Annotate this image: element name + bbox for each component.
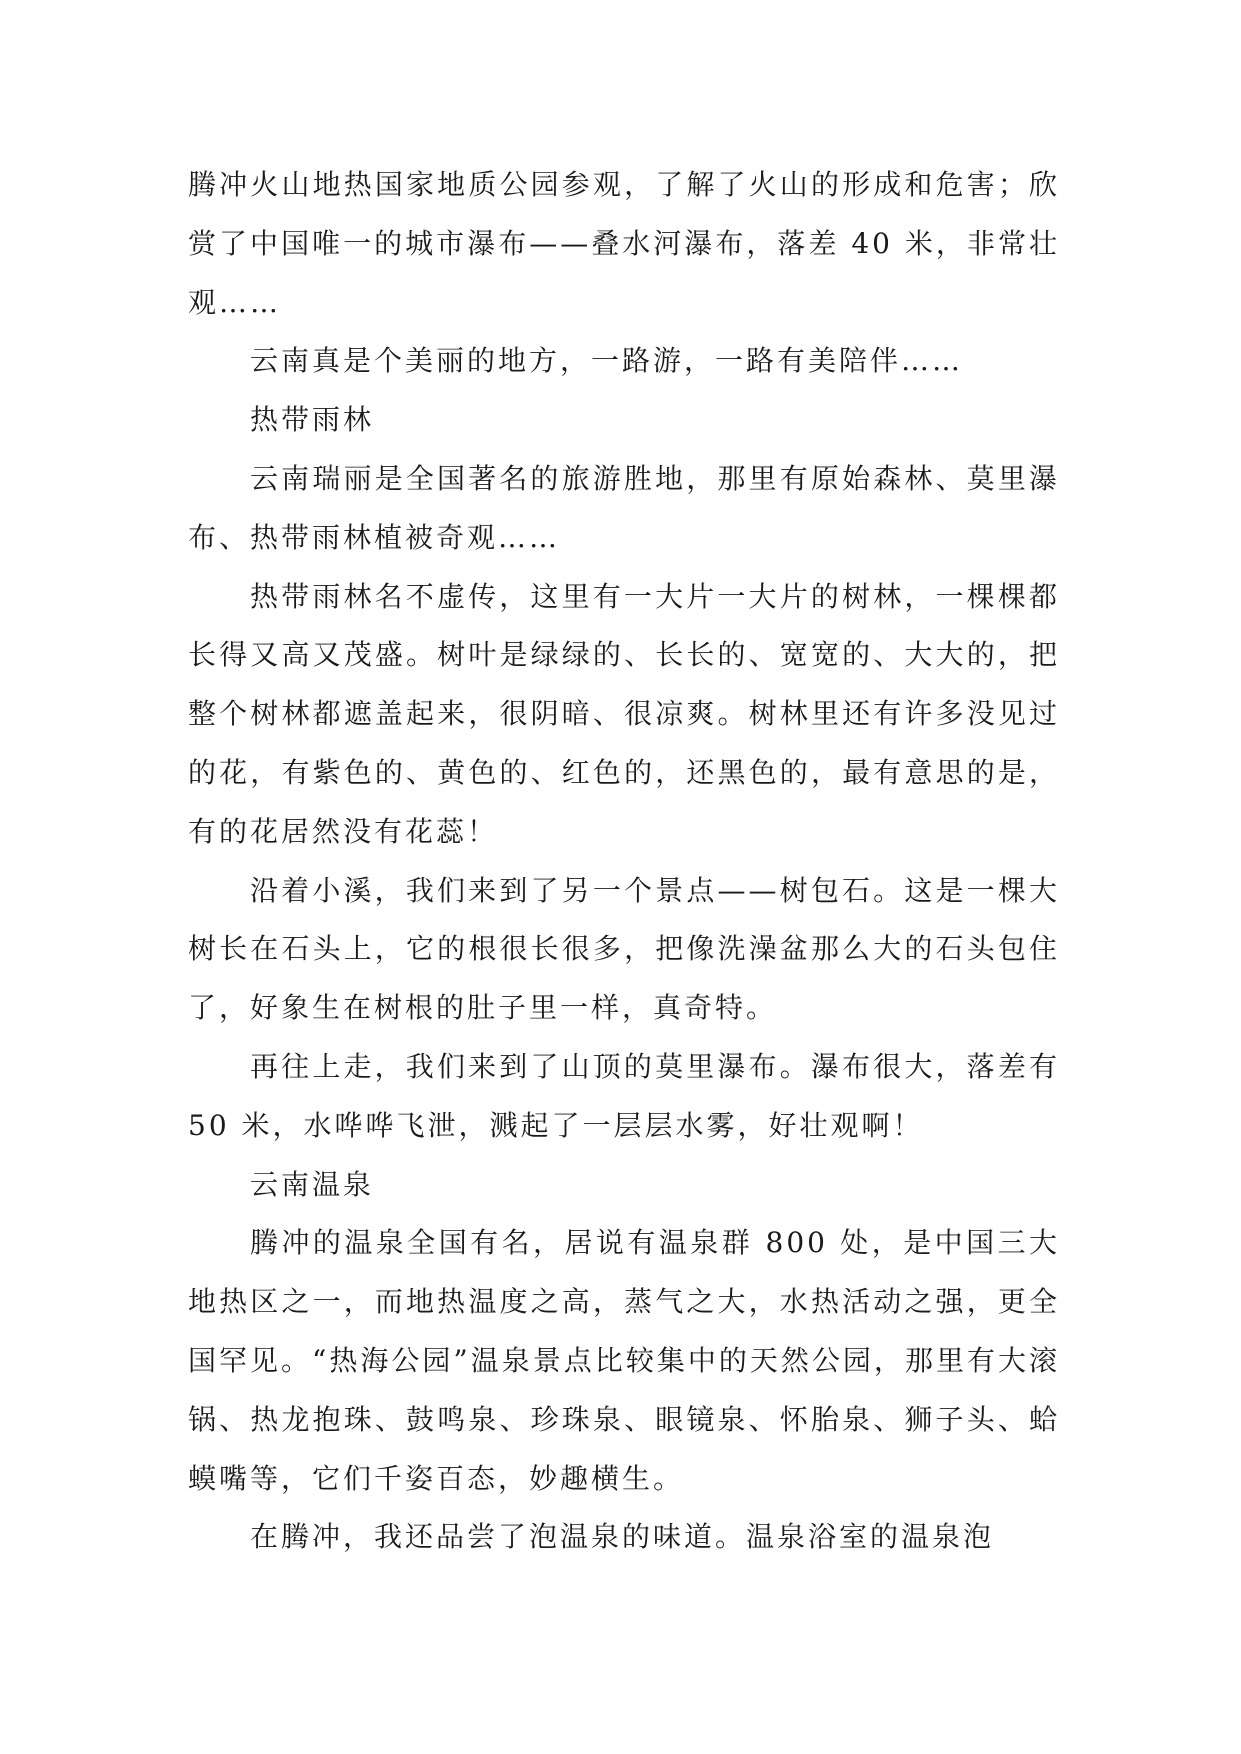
paragraph: 云南真是个美丽的地方，一路游，一路有美陪伴…… <box>250 344 964 378</box>
paragraph: 热带雨林名不虚传，这里有一大片一大片的树林，一棵棵都长得又高又茂盛。树叶是绿绿的、长长的、宽宽的、大大的，把整个树林都遮盖起来，很阴暗、很凉爽。树林里还有许多没见过的花，有紫色的、黄色的、红色的，还黑色的，最有意思的是，有的花居然没有花蕊！ <box>188 579 1060 848</box>
paragraph: 云南瑞丽是全国著名的旅游胜地，那里有原始森林、莫里瀑布、热带雨林植被奇观…… <box>188 461 1060 554</box>
paragraph: 沿着小溪，我们来到了另一个景点——树包石。这是一棵大树长在石头上，它的根很长很多，把像洗澡盆那么大的石头包住了，好象生在树根的肚子里一样，真奇特。 <box>188 873 1060 1025</box>
paragraph: 再往上走，我们来到了山顶的莫里瀑布。瀑布很大，落差有 50 米，水哗哗飞泄，溅起了一层层水雾，好壮观啊！ <box>188 1049 1060 1142</box>
paragraph: 腾冲的温泉全国有名，居说有温泉群 800 处，是中国三大地热区之一，而地热温度之高，蒸气之大，水热活动之强，更全国罕见。“热海公园”温泉景点比较集中的天然公园，那里有大滚锅、热龙抱珠、鼓鸣泉、珍珠泉、眼镜泉、怀胎泉、狮子头、蛤蟆嘴等，它们千姿百态，妙趣横生。 <box>188 1226 1060 1495</box>
paragraph: 在腾冲，我还品尝了泡温泉的味道。温泉浴室的温泉泡 <box>250 1520 995 1554</box>
body-text <box>188 156 1060 1567</box>
section-heading: 云南温泉 <box>250 1167 375 1201</box>
paragraph-continued: 腾冲火山地热国家地质公园参观，了解了火山的形成和危害；欣赏了中国唯一的城市瀑布——叠水河瀑布，落差 40 米，非常壮观…… <box>188 168 1060 319</box>
section-heading: 热带雨林 <box>250 403 375 437</box>
